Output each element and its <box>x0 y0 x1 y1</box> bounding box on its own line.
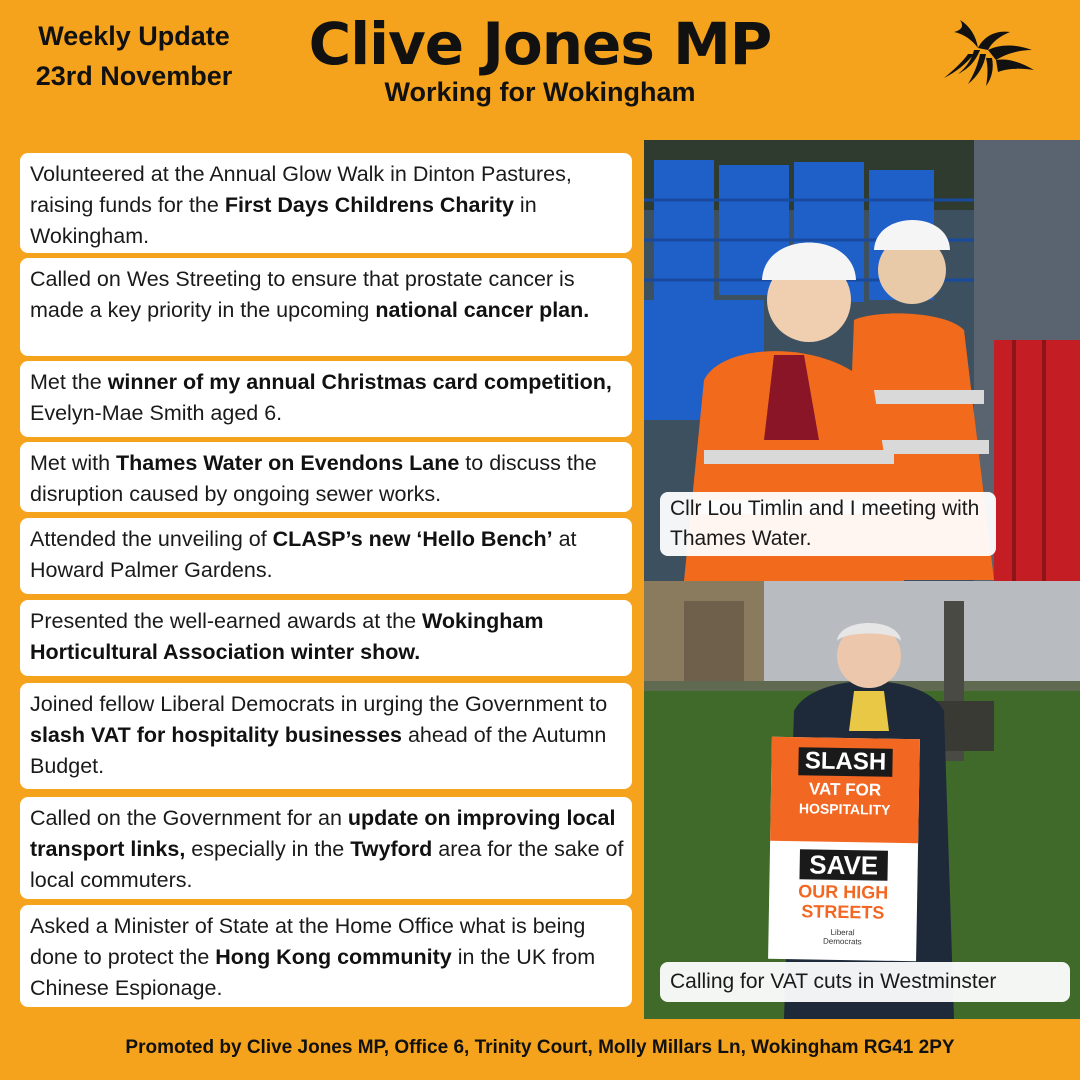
update-text-part: in the UK from Chinese Espionage. <box>30 945 596 1000</box>
sign-logo-text-1: Liberal <box>830 927 855 938</box>
page-title: Clive Jones MP <box>308 10 772 78</box>
top-photo-caption: Cllr Lou Timlin and I meeting with Thames Water. <box>660 492 996 556</box>
update-text-part: Called on the Government for an <box>30 806 348 830</box>
update-highlight: national cancer plan. <box>375 298 590 322</box>
update-text <box>30 609 543 664</box>
update-highlight: Hong Kong community <box>215 945 452 969</box>
update-card-7 <box>20 683 632 789</box>
photo-westminster-campaign <box>644 581 1080 1019</box>
sign-vat-for: VAT FOR <box>808 779 882 800</box>
bottom-photo-caption: Calling for VAT cuts in Westminster <box>660 962 1070 1002</box>
update-highlight: CLASP’s new ‘Hello Bench’ <box>272 527 553 551</box>
update-text <box>30 267 589 322</box>
sign-streets: STREETS <box>801 901 885 923</box>
update-highlight: update on improving local transport links, <box>30 806 616 861</box>
update-highlight: Wokingham Horticultural Association winter show. <box>30 609 544 664</box>
update-highlight: First Days Childrens Charity <box>224 193 514 217</box>
update-text-part: Presented the well-earned awards at the <box>30 609 423 633</box>
sign-save: SAVE <box>799 849 888 881</box>
update-text-part: at Howard Palmer Gardens. <box>30 527 577 582</box>
update-text-part: especially in the <box>185 837 351 861</box>
sign-slash: SLASH <box>799 747 893 777</box>
update-text <box>30 370 612 425</box>
update-card-6 <box>20 600 632 676</box>
update-text-part: Met with <box>30 451 117 475</box>
weekly-update-label <box>14 16 254 96</box>
update-card-9 <box>20 905 632 1007</box>
update-card-2 <box>20 258 632 356</box>
update-card-3 <box>20 361 632 437</box>
update-text-part: Attended the unveiling of <box>30 527 273 551</box>
update-text-part: area for the sake of local commuters. <box>30 837 624 892</box>
update-text <box>30 914 595 1000</box>
sign-party-logo <box>768 927 916 948</box>
update-card-5 <box>20 518 632 594</box>
update-text-part: Asked a Minister of State at the Home Office what is being done to protect the <box>30 914 586 969</box>
update-highlight: winner of my annual Christmas card competition, <box>107 370 612 394</box>
page-subtitle: Working for Wokingham <box>384 77 696 107</box>
sign-logo-text-2: Democrats <box>822 936 862 947</box>
sign-hospitality: HOSPITALITY <box>798 800 891 818</box>
promoted-by-footer: Promoted by Clive Jones MP, Office 6, Trinity Court, Molly Millars Ln, Wokingham RG41 2PY <box>125 1037 955 1058</box>
update-text-part: Evelyn-Mae Smith aged 6. <box>30 401 283 425</box>
liberal-democrats-bird-icon <box>940 14 1040 88</box>
update-highlight: Thames Water on Evendons Lane <box>116 451 460 475</box>
update-text-part: Joined fellow Liberal Democrats in urging the Government to <box>30 692 608 716</box>
update-text-part: to discuss the disruption caused by ongoing sewer works. <box>30 451 597 506</box>
update-text-part: in Wokingham. <box>30 193 537 248</box>
update-highlight: Twyford <box>350 837 433 861</box>
update-text-part: ahead of the Autumn Budget. <box>30 723 607 778</box>
update-highlight: slash VAT for hospitality businesses <box>30 723 402 747</box>
update-text <box>30 806 624 892</box>
update-text <box>30 692 607 778</box>
weekly-update-date: 23rd November <box>35 61 233 91</box>
update-text <box>30 162 572 248</box>
weekly-update-title: Weekly Update <box>38 21 230 51</box>
update-text-part: Volunteered at the Annual Glow Walk in Dinton Pastures, raising funds for the <box>30 162 572 217</box>
sign-our-high: OUR HIGH <box>798 881 889 903</box>
update-text <box>30 451 597 506</box>
campaign-sign <box>768 737 920 962</box>
update-text-part: Called on Wes Streeting to ensure that prostate cancer is made a key priority in the upcoming <box>30 267 575 322</box>
update-text-part: Met the <box>30 370 108 394</box>
update-text <box>30 527 577 582</box>
update-card-8 <box>20 797 632 899</box>
update-card-4 <box>20 442 632 512</box>
update-card-1 <box>20 153 632 253</box>
